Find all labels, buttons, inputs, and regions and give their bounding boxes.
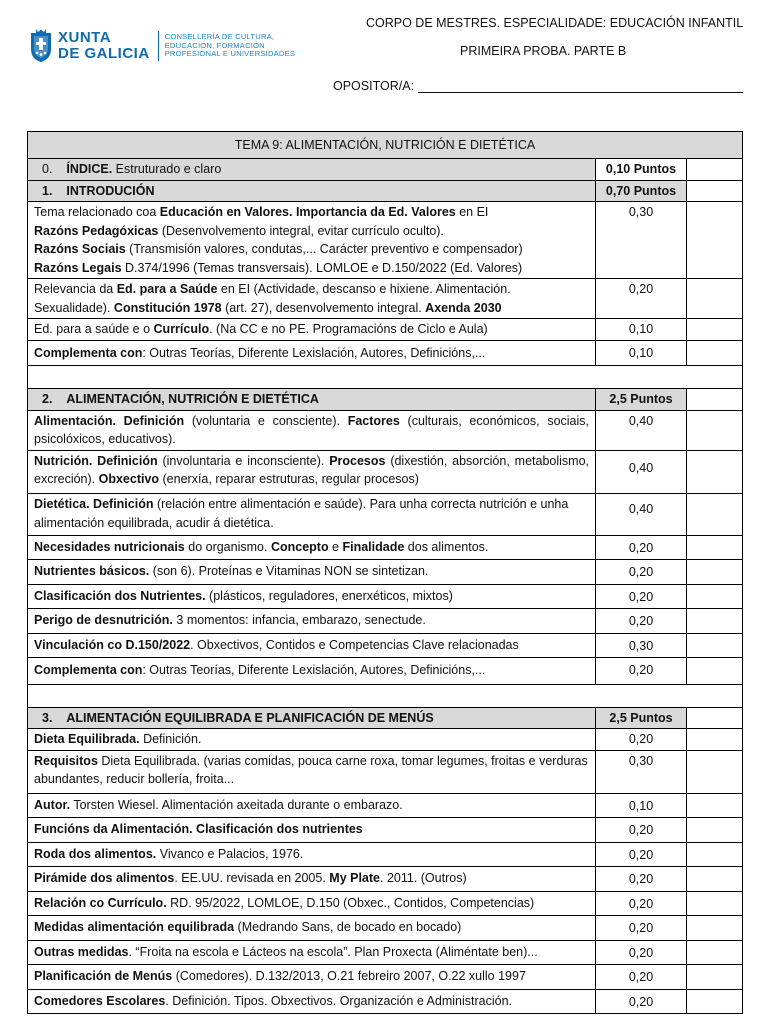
criterion-points: 0,10: [596, 793, 687, 818]
criterion-keyword: Funcións da Alimentación. Clasificación dos nutrientes: [34, 822, 363, 836]
criterion-detail: Relevancia da: [34, 282, 117, 296]
opositor-input-line[interactable]: [418, 80, 743, 93]
criterion-text: [28, 916, 596, 941]
section-points: 0,70 Puntos: [596, 180, 687, 202]
section-title: ALIMENTACIÓN, NUTRICIÓN E DIETÉTICA: [66, 392, 319, 406]
table-row: [28, 729, 743, 751]
criterion-detail: (culturais, económicos, sociais, psicolóxicos, educativos).: [34, 413, 590, 446]
criterion-keyword: Outras medidas: [34, 944, 129, 959]
score-cell[interactable]: [687, 609, 743, 634]
score-cell[interactable]: [687, 560, 743, 585]
criterion-text: [28, 658, 596, 685]
criterion-detail: do organismo.: [184, 539, 271, 554]
criterion-text: [28, 410, 596, 450]
criterion-text: [28, 750, 596, 793]
table-row: [28, 818, 743, 843]
criterion-detail: : Outras Teorías, Diferente Lexislación, Autores, Definicións,...: [142, 345, 486, 360]
score-cell[interactable]: [687, 279, 743, 319]
criterion-detail: Tema relacionado coa: [34, 205, 160, 219]
criterion-text: [28, 965, 596, 990]
table-row: [28, 450, 743, 493]
galicia-emblem-icon: [30, 29, 52, 63]
criterion-text: [28, 842, 596, 867]
criterion-keyword: Roda dos alimentos.: [34, 846, 157, 861]
criterion-keyword: Pirámide dos alimentos: [34, 871, 175, 885]
criterion-keyword: Vinculación co D.150/2022: [34, 637, 191, 652]
logo-name-line1: XUNTA: [58, 29, 112, 46]
criterion-keyword: Dietética. Definición: [34, 496, 154, 511]
section-header-row: [28, 389, 743, 411]
table-row: [28, 940, 743, 965]
criterion-keyword: Medidas alimentación equilibrada: [34, 920, 235, 934]
criterion-points: 0,30: [596, 633, 687, 658]
criterion-keyword: Comedores Escolares: [34, 993, 166, 1008]
criterion-text: [28, 493, 596, 535]
criterion-points: 0,20: [596, 965, 687, 990]
criterion-detail: en EI (Actividade, descanso e hixiene. Alimentación. Sexualidade).: [34, 282, 511, 315]
section-title: INTRODUCIÓN: [66, 183, 155, 198]
criterion-detail: (Medrando Sans, de bocado en bocado): [234, 920, 462, 934]
section-number: 3.: [42, 710, 53, 725]
section-points: 2,5 Puntos: [596, 707, 687, 729]
criterion-points: 0,20: [596, 658, 687, 685]
criterion-detail: (involuntaria e inconsciente).: [157, 453, 330, 468]
criterion-points: 0,20: [596, 729, 687, 751]
criterion-points: 0,40: [596, 493, 687, 535]
criterion-points: 0,30: [596, 202, 687, 279]
criterion-detail: . Definición. Tipos. Obxectivos. Organización e Administración.: [165, 993, 512, 1008]
score-cell[interactable]: [687, 410, 743, 450]
criterion-keyword: Autor.: [34, 797, 71, 812]
criterion-points: 0,10: [596, 340, 687, 366]
score-cell[interactable]: [687, 584, 743, 609]
criterion-points: 0,20: [596, 842, 687, 867]
exam-part-title: PRIMEIRA PROBA. PARTE B: [460, 44, 627, 58]
criterion-keyword: Complementa con: [34, 663, 143, 677]
criterion-detail: . 2011. (Outros): [380, 871, 467, 885]
score-cell[interactable]: [687, 633, 743, 658]
table-row: [28, 842, 743, 867]
score-cell[interactable]: [687, 989, 743, 1014]
criterion-detail: (dixestión, absorción, metabolismo, excreción).: [34, 453, 589, 486]
criterion-keyword: Axenda 2030: [425, 300, 502, 315]
logo-dept-line: PROFESIONAL E UNIVERSIDADES: [164, 49, 296, 59]
criterion-detail: dos alimentos.: [404, 539, 489, 554]
criterion-text: [28, 867, 596, 892]
spacer-cell: [28, 684, 743, 707]
criterion-detail: (Desenvolvemento integral, evitar currículo oculto).: [158, 223, 444, 238]
score-cell[interactable]: [687, 842, 743, 867]
score-cell[interactable]: [687, 916, 743, 941]
criterion-keyword: Dieta Equilibrada.: [34, 732, 140, 746]
criterion-text: [28, 633, 596, 658]
criterion-text: [28, 319, 596, 341]
score-cell[interactable]: [687, 658, 743, 685]
score-cell[interactable]: [687, 793, 743, 818]
score-cell[interactable]: [687, 450, 743, 493]
criterion-points: 0,20: [596, 535, 687, 560]
criterion-text: [28, 891, 596, 916]
criterion-points: 0,30: [596, 750, 687, 793]
table-row: [28, 609, 743, 634]
table-row: [28, 633, 743, 658]
criterion-text: [28, 340, 596, 366]
criterion-text: [28, 940, 596, 965]
logo-dept-line: CONSELLERÍA DE CULTURA,: [164, 31, 275, 41]
criterion-keyword: Procesos: [329, 453, 386, 468]
criterion-points: 0,40: [596, 450, 687, 493]
criterion-keyword: Planificación de Menús: [34, 969, 173, 983]
section-title-bold: ÍNDICE.: [66, 162, 113, 176]
criterion-detail: (art. 27), desenvolvemento integral.: [221, 300, 426, 315]
criterion-points: 0,10: [596, 319, 687, 341]
criterion-detail: Torsten Wiesel. Alimentación axeitada durante o embarazo.: [70, 797, 403, 812]
criterion-detail: (relación entre alimentación e saúde). Para unha correcta nutrición e unha alimentación equilibrada, acudir á dietética.: [34, 496, 569, 530]
criterion-detail: Vivanco e Palacios, 1976.: [156, 846, 304, 861]
criterion-points: 0,20: [596, 940, 687, 965]
criterion-text: [28, 793, 596, 818]
table-title-row: [28, 132, 743, 159]
logo-dept-line: EDUCACIÓN, FORMACIÓN: [164, 40, 265, 50]
criterion-detail: . (Na CC e no PE. Programacións de Ciclo e Aula): [209, 322, 488, 336]
criterion-detail: en EI: [455, 205, 489, 219]
criterion-keyword: Razóns Sociais: [34, 242, 126, 256]
table-row: [28, 793, 743, 818]
criterion-detail: (son 6). Proteínas e Vitaminas NON se sintetizan.: [149, 564, 429, 578]
criterion-keyword: Relación co Currículo.: [34, 895, 167, 910]
section-2-title: [28, 389, 596, 411]
section-number: 0.: [42, 162, 53, 176]
score-cell[interactable]: [687, 493, 743, 535]
table-row: [28, 965, 743, 990]
score-cell[interactable]: [687, 319, 743, 341]
criterion-points: 0,20: [596, 916, 687, 941]
table-row: [28, 584, 743, 609]
criterion-detail: Dieta Equilibrada. (varias comidas, pouca carne roxa, tomar legumes, froitas e verduras abundantes, reducir bollería, froita...: [34, 753, 588, 786]
criterion-points: 0,40: [596, 410, 687, 450]
score-cell[interactable]: [687, 535, 743, 560]
exam-body-title: CORPO DE MESTRES. ESPECIALIDADE: EDUCACIÓN INFANTIL: [366, 16, 744, 30]
section-header-row: [28, 180, 743, 202]
criterion-detail: e: [328, 539, 343, 554]
criterion-detail: RD. 95/2022, LOMLOE, D.150 (Obxec., Contidos, Competencias): [166, 895, 535, 910]
section-header-row: [28, 707, 743, 729]
criterion-points: 0,20: [596, 818, 687, 843]
criterion-text: [28, 560, 596, 585]
score-cell[interactable]: [687, 891, 743, 916]
criterion-keyword: Alimentación. Definición: [34, 413, 185, 428]
criterion-points: 0,20: [596, 609, 687, 634]
table-row: [28, 658, 743, 685]
score-cell[interactable]: [687, 818, 743, 843]
table-title: TEMA 9: ALIMENTACIÓN, NUTRICIÓN E DIETÉTICA: [28, 132, 743, 159]
criterion-keyword: Ed. para a Saúde: [116, 282, 218, 296]
score-cell[interactable]: [687, 202, 743, 279]
criterion-points: 0,20: [596, 989, 687, 1014]
section-title: ALIMENTACIÓN EQUILIBRADA E PLANIFICACIÓN DE MENÚS: [66, 710, 434, 725]
criterion-keyword: Nutrientes básicos.: [34, 564, 150, 578]
spacer-cell: [28, 366, 743, 389]
table-row: [28, 989, 743, 1014]
section-1-title: [28, 180, 596, 202]
score-cell[interactable]: [687, 340, 743, 366]
criterion-text: [28, 584, 596, 609]
score-cell[interactable]: [687, 707, 743, 729]
criterion-keyword: Obxectivo: [98, 472, 160, 486]
criterion-detail: (plásticos, reguladores, enerxéticos, mixtos): [205, 588, 453, 603]
criterion-text: [28, 989, 596, 1014]
table-row: [28, 493, 743, 535]
score-cell[interactable]: [687, 729, 743, 751]
section-points: 0,10 Puntos: [596, 159, 687, 181]
score-cell[interactable]: [687, 159, 743, 181]
score-cell[interactable]: [687, 867, 743, 892]
criterion-text: [28, 279, 596, 319]
criterion-points: 0,20: [596, 279, 687, 319]
criterion-points: 0,20: [596, 584, 687, 609]
criterion-keyword: Concepto: [270, 539, 329, 554]
criterion-detail: (Transmisión valores, condutas,... Carácter preventivo e compensador): [125, 242, 523, 256]
section-header-row: [28, 159, 743, 181]
criterion-detail: : Outras Teorías, Diferente Lexislación, Autores, Definicións,...: [142, 663, 486, 677]
criterion-keyword: Constitución 1978: [113, 300, 222, 315]
section-0-title: [28, 159, 596, 181]
section-number: 1.: [42, 183, 53, 198]
criterion-keyword: Requisitos: [34, 753, 98, 768]
criterion-detail: . Obxectivos, Contidos e Competencias Clave relacionadas: [190, 637, 519, 652]
opositor-label: OPOSITOR/A:: [333, 79, 415, 93]
score-cell[interactable]: [687, 965, 743, 990]
section-3-title: [28, 707, 596, 729]
criterion-detail: 3 momentos: infancia, embarazo, senectude.: [172, 613, 426, 627]
table-row: [28, 560, 743, 585]
score-cell[interactable]: [687, 940, 743, 965]
criterion-keyword: Perigo de desnutrición.: [34, 613, 173, 627]
spacer-row: [28, 366, 743, 389]
criterion-detail: D.374/1996 (Temas transversais). LOMLOE e D.150/2022 (Ed. Valores): [121, 260, 523, 275]
criterion-keyword: Nutrición. Definición: [34, 453, 158, 468]
criterion-keyword: My Plate: [329, 871, 380, 885]
criterion-keyword: Razóns Legais: [34, 260, 122, 275]
table-row: [28, 535, 743, 560]
logo-separator: [158, 31, 159, 61]
criterion-detail: (enerxía, reparar estruturas, regular procesos): [159, 472, 419, 486]
criterion-keyword: Currículo: [153, 322, 210, 336]
criterion-detail: Ed. para a saúde e o: [34, 322, 154, 336]
grading-table: [27, 131, 743, 1014]
criterion-detail: Definición.: [139, 732, 202, 746]
table-row: [28, 891, 743, 916]
criterion-text: [28, 450, 596, 493]
spacer-row: [28, 684, 743, 707]
table-row: [28, 867, 743, 892]
criterion-detail: . “Froita na escola e Lácteos na escola”. Plan Proxecta (Aliméntate ben)...: [128, 944, 538, 959]
score-cell[interactable]: [687, 180, 743, 202]
table-row: [28, 340, 743, 366]
section-points: 2,5 Puntos: [596, 389, 687, 411]
table-row: [28, 916, 743, 941]
xunta-logo: [30, 26, 295, 66]
criterion-detail: . EE.UU. revisada en 2005.: [174, 871, 330, 885]
criterion-text: [28, 818, 596, 843]
logo-name: [58, 30, 150, 62]
criterion-keyword: Factores: [347, 413, 400, 428]
criterion-keyword: Clasificación dos Nutrientes.: [34, 588, 206, 603]
section-title-rest: Estruturado e claro: [112, 162, 222, 176]
criterion-detail: (Comedores). D.132/2013, O.21 febreiro 2007, O.22 xullo 1997: [172, 969, 526, 983]
criterion-keyword: Finalidade: [342, 539, 405, 554]
table-row: [28, 410, 743, 450]
criterion-keyword: Razóns Pedagóxicas: [34, 223, 159, 238]
criterion-text: [28, 202, 596, 279]
criterion-keyword: Complementa con: [34, 345, 143, 360]
table-row: [28, 279, 743, 319]
table-row: [28, 319, 743, 341]
criterion-points: 0,20: [596, 867, 687, 892]
opositor-field: [333, 79, 743, 93]
criterion-text: [28, 535, 596, 560]
criterion-points: 0,20: [596, 560, 687, 585]
logo-department: [165, 33, 295, 59]
table-row: [28, 202, 743, 279]
criterion-detail: (voluntaria e consciente).: [184, 413, 348, 428]
table-row: [28, 750, 743, 793]
criterion-text: [28, 609, 596, 634]
criterion-keyword: Educación en Valores. Importancia da Ed. Valores: [159, 205, 456, 219]
score-cell[interactable]: [687, 389, 743, 411]
section-number: 2.: [42, 392, 53, 406]
criterion-points: 0,20: [596, 891, 687, 916]
criterion-keyword: Necesidades nutricionais: [34, 539, 185, 554]
score-cell[interactable]: [687, 750, 743, 793]
logo-name-line2: DE GALICIA: [58, 45, 150, 62]
criterion-text: [28, 729, 596, 751]
